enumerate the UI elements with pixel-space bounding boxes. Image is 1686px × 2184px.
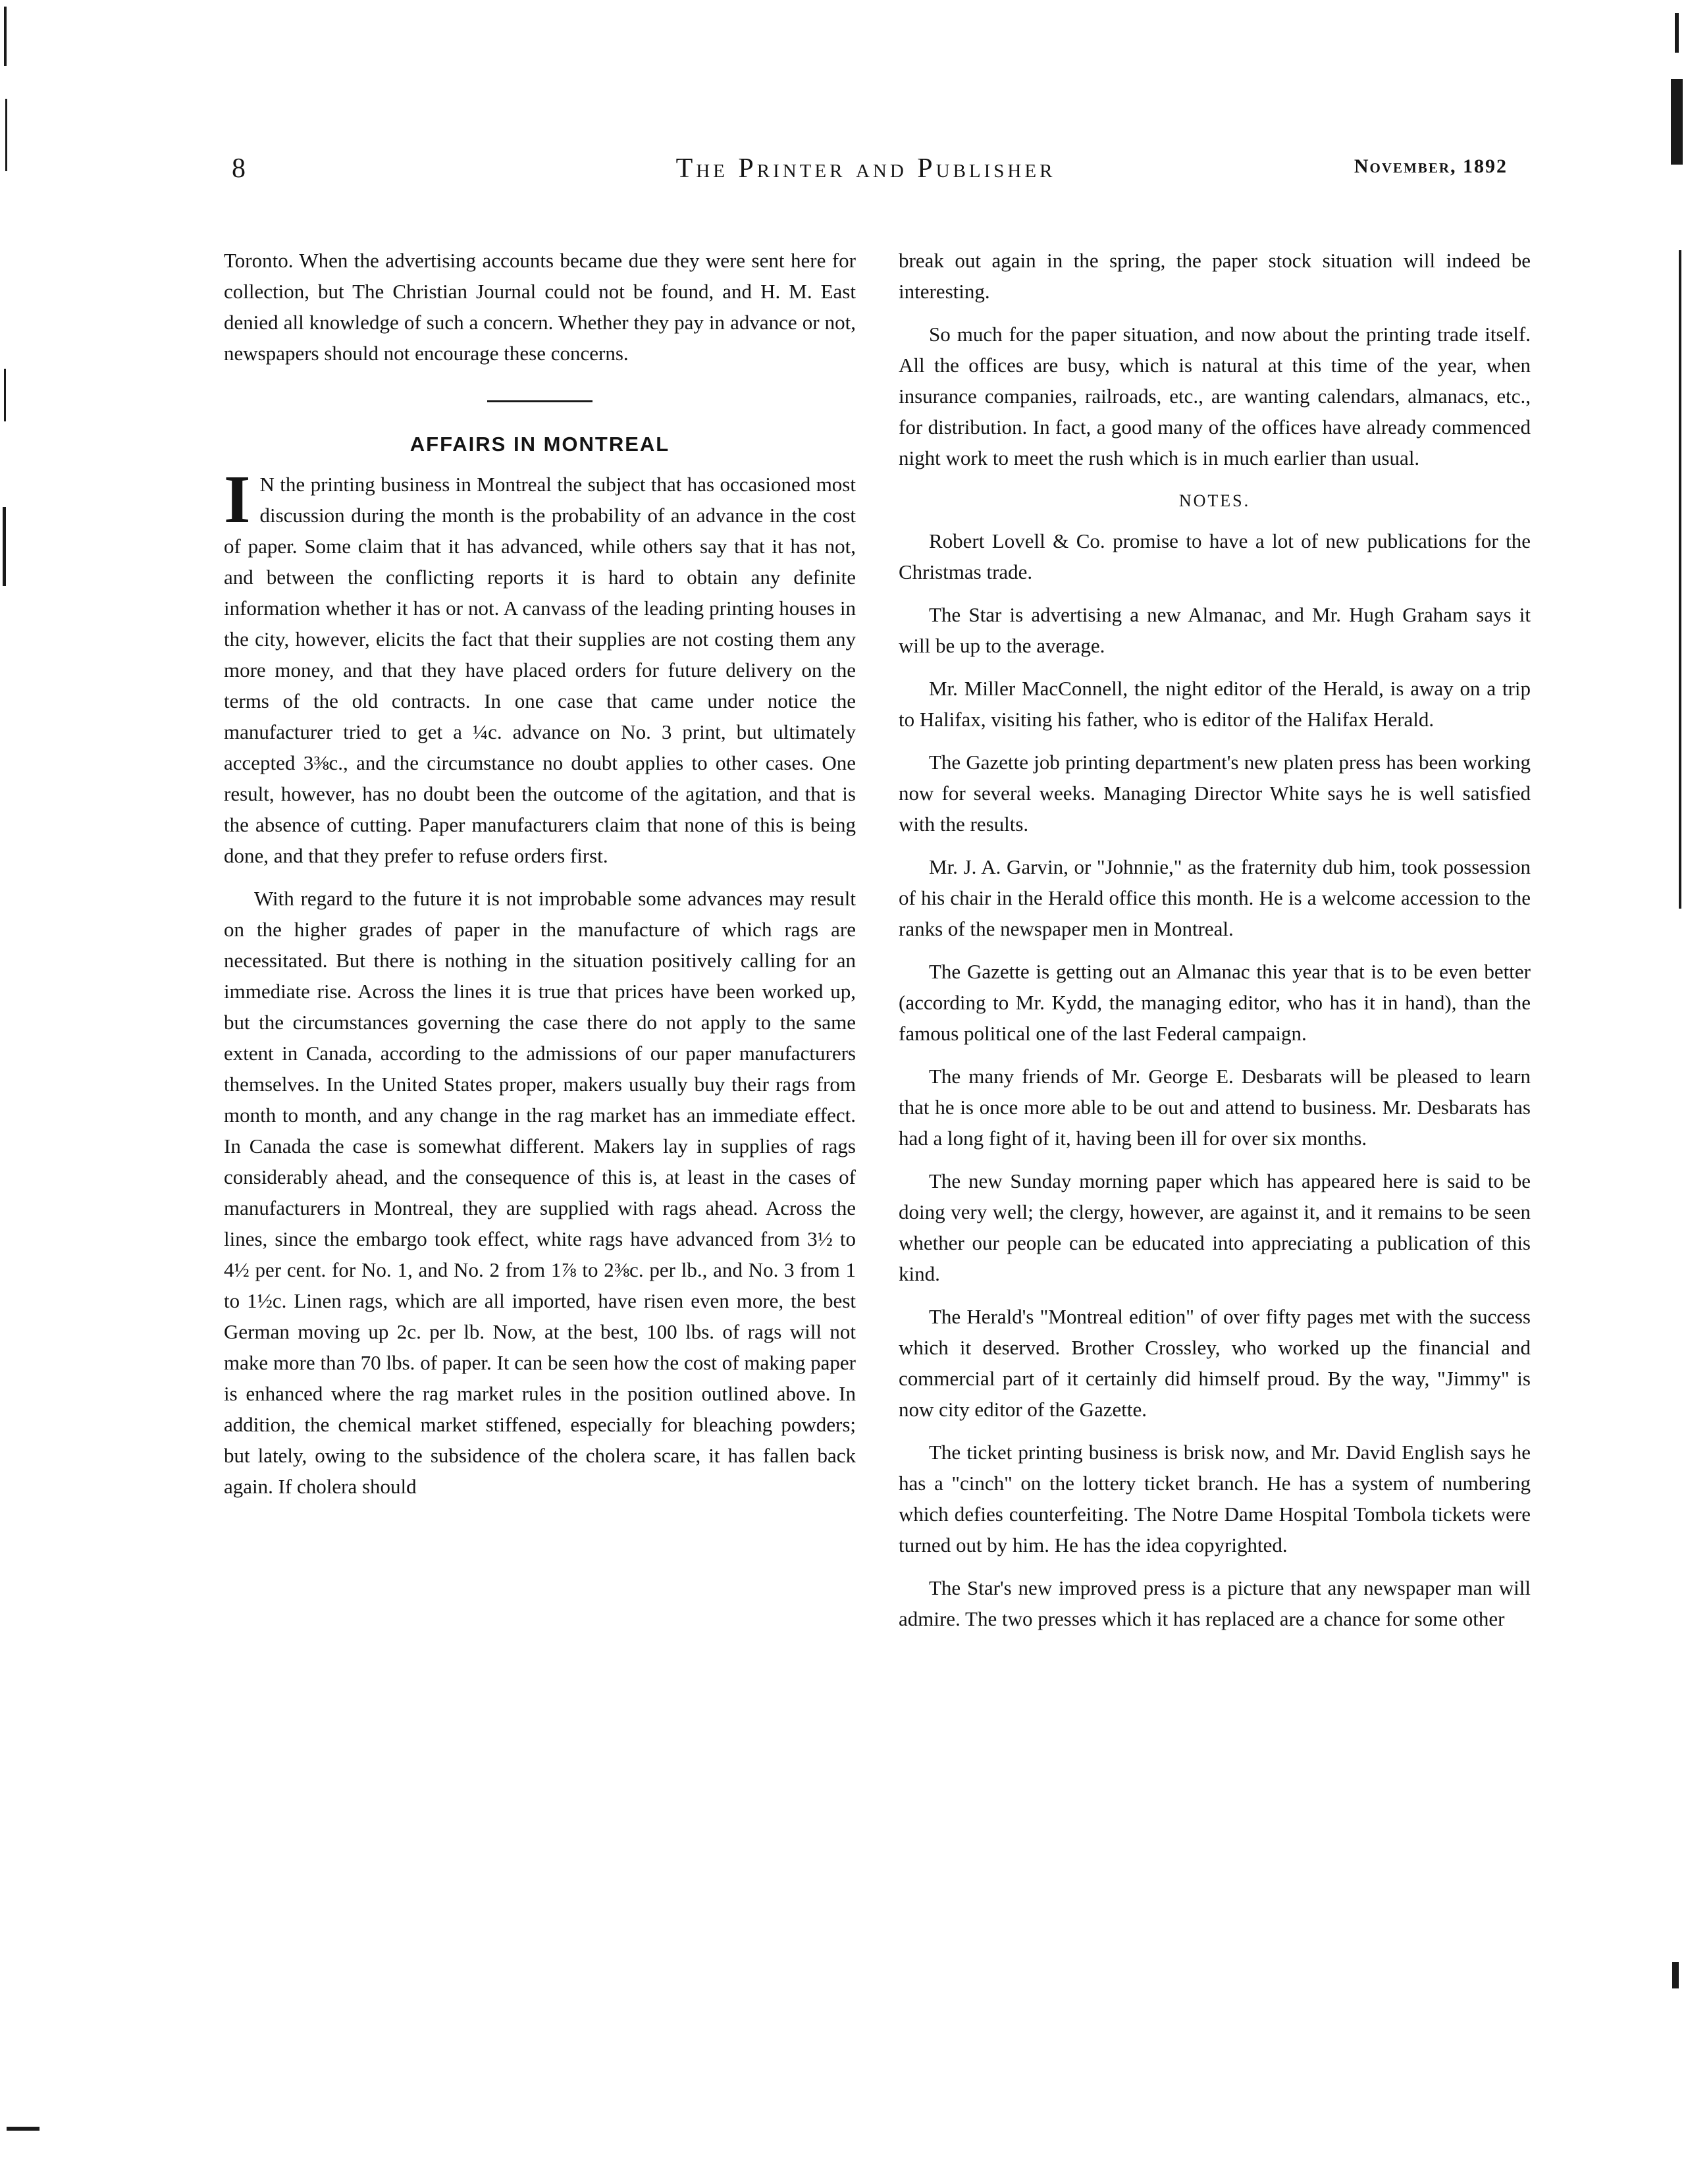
drop-cap: I xyxy=(224,462,251,537)
article-paragraph xyxy=(224,462,856,871)
paragraph-text: N the printing business in Montreal the subject that has occasioned most discussion during the month is the probability of an advance in the cost of paper. Some claim that it has advanced, while others say that it has not, and between the conflicting reports it is hard to obtain any definite information whether it has or not. A canvass of the leading printing houses in the city, however, elicits the fact that their supplies are not costing them any more money, and that they have placed orders for future delivery on the terms of the old contracts. In one case that came under notice the manufacturer tried to get a ¼c. advance on No. 3 print, but ultimately accepted 3⅜c., and the circumstance no doubt applies to other cases. One result, however, has no doubt been the outcome of the agitation, and that is the absence of cutting. Paper manufacturers claim that none of this is being done, and that they prefer to refuse orders first. xyxy=(224,473,856,867)
page-title: The Printer and Publisher xyxy=(675,153,1056,184)
page-header xyxy=(224,153,1508,192)
note-item: The Gazette job printing department's new platen press has been working now for several weeks. Managing Director White says he is well satisfied with the results. xyxy=(899,751,1531,836)
notes-heading: NOTES. xyxy=(1178,491,1251,510)
margin-mark xyxy=(3,507,6,586)
margin-mark xyxy=(1672,1962,1679,1988)
article-paragraph: break out again in the spring, the paper stock situation will indeed be interesting. xyxy=(899,249,1531,303)
margin-mark xyxy=(1679,250,1681,909)
note-item: The Star's new improved press is a picture that any newspaper man will admire. The two presses which it has replaced are a chance for some other xyxy=(899,1576,1531,1630)
section-heading: AFFAIRS IN MONTREAL xyxy=(409,433,670,456)
note-item: The new Sunday morning paper which has appeared here is said to be doing very well; the clergy, however, are against it, and it remains to be seen whether our people can be educated into appreciating a publication of this kind. xyxy=(899,1169,1531,1285)
right-column xyxy=(899,245,1531,1646)
note-item: The Herald's "Montreal edition" of over fifty pages met with the success which it deserved. Brother Crossley, who worked up the financial and commercial part of it certainly did himself proud. By the way, "Jimmy" is now city editor of the Gazette. xyxy=(899,1305,1531,1421)
note-item: Mr. J. A. Garvin, or "Johnnie," as the fraternity dub him, took possession of his chair in the Herald office this month. He is a welcome accession to the ranks of the newspaper men in Montreal. xyxy=(899,855,1531,940)
issue-date: November, 1892 xyxy=(1354,155,1508,177)
note-item: The Star is advertising a new Almanac, and Mr. Hugh Graham says it will be up to the average. xyxy=(899,603,1531,657)
note-item: Mr. Miller MacConnell, the night editor of the Herald, is away on a trip to Halifax, visiting his father, who is editor of the Halifax Herald. xyxy=(899,677,1531,731)
margin-mark xyxy=(1671,79,1683,165)
section-divider xyxy=(487,400,593,402)
article-paragraph: With regard to the future it is not improbable some advances may result on the higher grades of paper in the manufacture of which rags are necessitated. But there is nothing in the situation positively calling for an immediate rise. Across the lines it is true that prices have been worked up, but the circumstances governing the case there do not apply to the same extent in Canada, according to the admissions of our paper manufacturers themselves. In the United States proper, makers usually buy their rags from month to month, and any change in the rag market has an immediate effect. In Canada the case is somewhat different. Makers lay in supplies of rags considerably ahead, and the consequence of this is, at least in the cases of manufacturers in Montreal, they are supplied with rags ahead. Across the lines, since the embargo took effect, white rags have advanced from 3½ to 4½ per cent. for No. 1, and No. 2 from 1⅞ to 2⅜c. per lb., and No. 3 from 1 to 1½c. Linen rags, which are all imported, have risen even more, the best German moving up 2c. per lb. Now, at the best, 100 lbs. of rags will not make more than 70 lbs. of paper. It can be seen how the cost of making paper is enhanced where the rag market rules in the position outlined above. In addition, the chemical market stiffened, especially for bleaching powders; but lately, owing to the subsidence of the cholera scare, it has fallen back again. If cholera should xyxy=(224,887,856,1498)
note-item: The Gazette is getting out an Almanac this year that is to be even better (according to Mr. Kydd, the managing editor, who has it in hand), than the famous political one of the last Federal campaign. xyxy=(899,960,1531,1045)
margin-mark xyxy=(7,2127,40,2131)
left-column xyxy=(224,245,856,1514)
note-item: The ticket printing business is brisk now, and Mr. David English says he has a "cinch" on the lottery ticket branch. He has a system of numbering which defies counterfeiting. The Notre Dame Hospital Tombola tickets were turned out by him. He has the idea copyrighted. xyxy=(899,1441,1531,1557)
page-number: 8 xyxy=(232,153,246,184)
note-item: The many friends of Mr. George E. Desbarats will be pleased to learn that he is once more able to be out and attend to business. Mr. Desbarats has had a long fight of it, having been ill for over six months. xyxy=(899,1065,1531,1150)
margin-mark xyxy=(1675,13,1679,53)
margin-mark xyxy=(5,99,7,171)
intro-paragraph: Toronto. When the advertising accounts became due they were sent here for collection, but The Christian Journal could not be found, and H. M. East denied all knowledge of such a concern. Whether they pay in advance or not, newspapers should not encourage these concerns. xyxy=(224,249,856,365)
article-paragraph: So much for the paper situation, and now about the printing trade itself. All the offices are busy, which is natural at this time of the year, when insurance companies, railroads, etc., are wanting calendars, almanacs, etc., for distribution. In fact, a good many of the offices have already commenced night work to meet the rush which is in much earlier than usual. xyxy=(899,323,1531,469)
note-item: Robert Lovell & Co. promise to have a lot of new publications for the Christmas trade. xyxy=(899,529,1531,583)
margin-mark xyxy=(4,7,7,66)
margin-mark xyxy=(4,369,6,421)
